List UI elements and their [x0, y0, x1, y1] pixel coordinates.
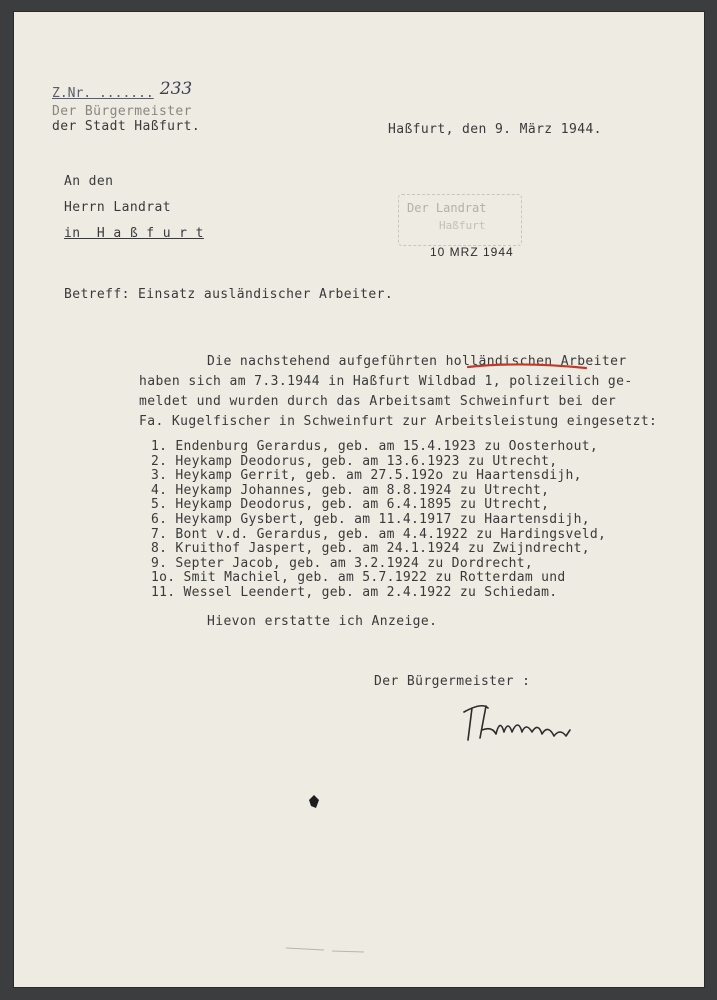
reference-number [52, 79, 193, 102]
sender-line-1: Der Bürgermeister [52, 104, 192, 119]
list-item: 9. Septer Jacob, geb. am 3.2.1924 zu Dordrecht, [151, 555, 533, 571]
ink-blot [308, 794, 322, 810]
list-item: 8. Kruithof Jaspert, geb. am 24.1.1924 zu Zwijndrecht, [151, 541, 590, 557]
sender-line-2: der Stadt Haßfurt. [52, 119, 201, 134]
addressee-line-3: in H a ß f u r t [64, 226, 204, 241]
body-line-4: Fa. Kugelfischer in Schweinfurt zur Arbeitsleistung eingesetzt: [139, 414, 658, 429]
document-page [14, 12, 704, 987]
list-item: 3. Heykamp Gerrit, geb. am 27.5.192o zu Haartensdijh, [151, 468, 582, 484]
addressee-line-1: An den [64, 174, 114, 189]
body-line-3: meldet und wurden durch das Arbeitsamt Schweinfurt bei der [139, 394, 617, 409]
list-item: 4. Heykamp Johannes, geb. am 8.8.1924 zu Utrecht, [151, 482, 550, 498]
received-stamp [398, 194, 522, 246]
closing-line: Hievon erstatte ich Anzeige. [207, 614, 438, 629]
stamp-date: 10 MRZ 1944 [430, 245, 514, 259]
addressee-line-2: Herrn Landrat [64, 200, 171, 215]
signature-label: Der Bürgermeister : [374, 674, 531, 689]
faint-pencil-mark [284, 942, 404, 956]
handwritten-signature [462, 696, 582, 746]
list-item: 5. Heykamp Deodorus, geb. am 6.4.1895 zu Utrecht, [151, 497, 550, 513]
place-date: Haßfurt, den 9. März 1944. [388, 122, 602, 137]
reference-handwritten-number: 233 [159, 79, 193, 99]
body-line-1: Die nachstehend aufgeführten holländischen Arbeiter [207, 354, 627, 369]
list-item: 2. Heykamp Deodorus, geb. am 13.6.1923 zu Utrecht, [151, 453, 558, 469]
stamp-line-2: Haßfurt [439, 219, 486, 232]
subject-line: Betreff: Einsatz ausländischer Arbeiter. [64, 287, 394, 302]
list-item: 1. Endenburg Gerardus, geb. am 15.4.1923 zu Oosterhout, [151, 439, 598, 454]
list-item: 1o. Smit Machiel, geb. am 5.7.1922 zu Rotterdam und [151, 570, 566, 586]
list-item: 11. Wessel Leendert, geb. am 2.4.1922 zu Schiedam. [151, 584, 558, 600]
reference-label: Z.Nr. ....... [52, 86, 154, 101]
worker-list [151, 439, 606, 600]
stamp-line-1: Der Landrat [407, 201, 487, 215]
body-line-2: haben sich am 7.3.1944 in Haßfurt Wildbad 1, polizeilich ge- [139, 374, 633, 389]
list-item: 6. Heykamp Gysbert, geb. am 11.4.1917 zu Haartensdijh, [151, 511, 590, 527]
list-item: 7. Bont v.d. Gerardus, geb. am 4.4.1922 zu Hardingsveld, [151, 526, 607, 542]
red-pencil-underline [466, 362, 590, 370]
